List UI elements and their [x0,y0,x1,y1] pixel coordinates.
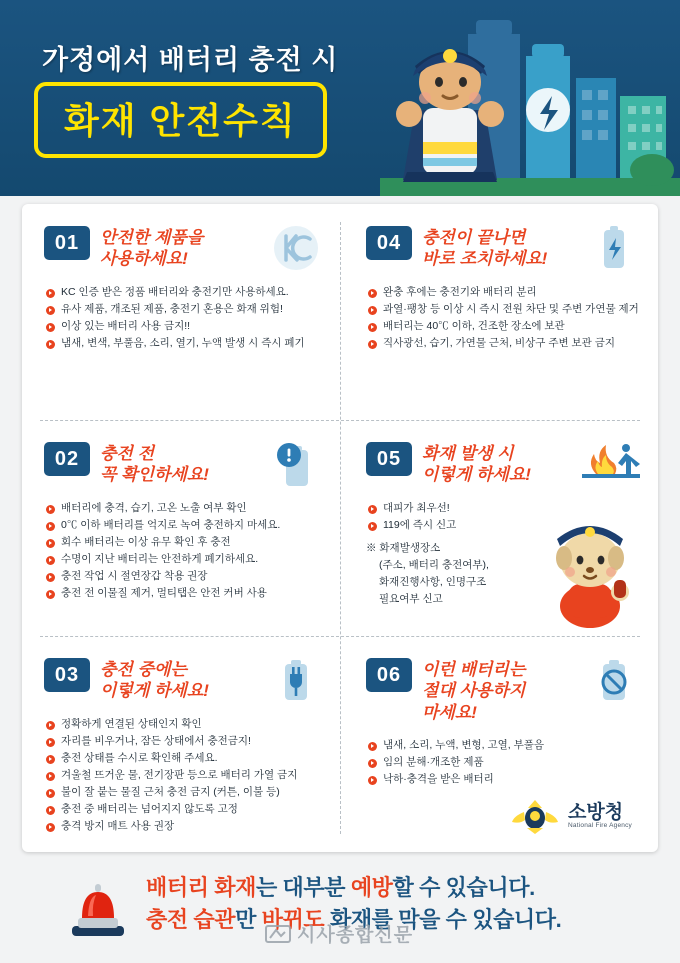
list-item: KC 인증 받은 정품 배터리와 충전기만 사용하세요. [46,284,322,301]
kc-certification-icon [272,222,320,274]
rule-number-05: 05 [366,442,412,476]
rule-card-04 [340,204,658,420]
siren-light-icon [62,870,134,942]
watermark-text: 시사종합신문 [297,925,414,946]
rule-title-line2: 사용하세요! [100,249,188,269]
list-item: 불이 잘 붙는 물질 근처 충전 금지 (커튼, 이불 등) [46,784,322,801]
agency-name: 소방청 [568,801,624,823]
list-item: 충격 방지 매트 사용 권장 [46,818,322,835]
rule-card-03 [22,636,340,852]
rule-title-line1: 이런 배터리는 [422,660,526,679]
rule-title-line1: 화재 발생 시 [422,444,514,463]
rule-title-04 [422,226,547,270]
header-title-box [34,82,327,158]
battery-full-icon [590,222,638,274]
agency-logo-block [511,796,632,836]
note-heading: ※ 화재발생장소 [366,541,441,554]
footer-line1-emphasis-a: 배터리 화재 [146,875,256,900]
rule-title-line2: 이렇게 하세요! [100,681,209,701]
footer-line1-d: 할 수 있습니다. [392,875,535,900]
rule-number-06: 06 [366,658,412,692]
footer-line2-b: 만 [235,906,262,932]
fire-evacuation-icon [580,438,642,490]
list-item: 대피가 최우선! [368,500,640,517]
rule-bullets-06 [368,737,640,788]
rule-card-06 [340,636,658,852]
rule-title-line1: 안전한 제품을 [100,228,204,247]
rule-title-01 [100,226,203,270]
rule-title-line2: 꼭 확인하세요! [100,465,209,485]
newspaper-logo-icon [265,922,291,946]
rule-number-02: 02 [44,442,90,476]
agency-subname: National Fire Agency [568,821,632,829]
rule-title-line1: 충전 전 [100,444,154,463]
footer-line2-emphasis-c: 바뀌도 [261,906,325,932]
footer-line1-b: 는 대부분 [255,875,351,900]
rule-title-line1: 충전 중에는 [100,660,187,679]
watermark [265,920,413,947]
rule-title-02 [100,442,209,486]
list-item: 낙하·충격을 받은 배터리 [368,771,640,788]
list-item: 완충 후에는 충전기와 배터리 분리 [368,284,640,301]
list-item: 0℃ 이하 배터리를 억지로 녹여 충전하지 마세요. [46,517,322,534]
list-item: 119에 즉시 신고 [368,517,640,534]
list-item: 겨울철 뜨거운 물, 전기장판 등으로 배터리 가열 금지 [46,767,322,784]
footer-line1-emphasis-c: 예방 [350,875,393,900]
rule-title-line2: 바로 조치하세요! [422,249,548,269]
list-item: 충전 전 이물질 제거, 멀티탭은 안전 커버 사용 [46,585,322,602]
poster-footer [0,858,680,963]
safety-rules-card [22,204,658,852]
footer-line2-emphasis-a: 충전 습관 [146,906,236,932]
battery-prohibited-icon [590,654,638,706]
list-item: 자리를 비우거나, 잠든 상태에서 충전금지! [46,733,322,750]
footer-line-1 [146,872,561,904]
header-line1: 가정에서 배터리 충전 시 [42,45,339,75]
poster-header [0,0,680,196]
rule-bullets-04 [368,284,640,352]
agency-text [568,803,632,830]
rule-bullets-03 [46,716,322,835]
list-item: 이상 있는 배터리 사용 금지!! [46,318,322,335]
battery-charging-plug-icon [272,654,320,706]
note-line: 필요여부 신고 [379,592,443,605]
list-item: 냄새, 변색, 부풀음, 소리, 열기, 누액 발생 시 즉시 폐기 [46,335,322,352]
list-item: 과열·팽창 등 이상 시 즉시 전원 차단 및 주변 가연물 제거 [368,301,640,318]
note-line: (주소, 배터리 충전여부), [379,558,489,571]
rule-title-line3: 마세요! [422,702,477,722]
list-item: 냄새, 소리, 누액, 변형, 고열, 부풀음 [368,737,640,754]
rule-card-02 [22,420,340,636]
list-item: 배터리에 충격, 습기, 고온 노출 여부 확인 [46,500,322,517]
fire-agency-emblem-icon [511,796,559,836]
rule-card-01 [22,204,340,420]
list-item: 충전 상태를 수시로 확인해 주세요. [46,750,322,767]
list-item: 수명이 지난 배터리는 안전하게 폐기하세요. [46,551,322,568]
footer-line2-d: 화재를 막을 수 있습니다. [324,906,562,932]
firefighter-mascot-illustration [385,30,515,195]
rule-bullets-02 [46,500,322,602]
dog-mascot-illustration [538,514,642,630]
rule-number-01: 01 [44,226,90,260]
list-item: 유사 제품, 개조된 제품, 충전기 혼용은 화재 위험! [46,301,322,318]
list-item: 충전 중 배터리는 넘어지지 않도록 고정 [46,801,322,818]
list-item: 회수 배터리는 이상 유무 확인 후 충전 [46,534,322,551]
rule-title-line1: 충전이 끝나면 [422,228,526,247]
rule-title-06 [422,658,525,723]
list-item: 직사광선, 습기, 가연물 근처, 비상구 주변 보관 금지 [368,335,640,352]
list-item: 충전 작업 시 절연장갑 착용 권장 [46,568,322,585]
rule-title-line2: 이렇게 하세요! [422,465,531,485]
header-line2: 화재 안전수칙 [64,100,297,141]
rule-card-05 [340,420,658,636]
rule-number-03: 03 [44,658,90,692]
note-line: 화재진행사항, 인명구조 [379,575,487,588]
rule-title-line2: 절대 사용하지 [422,681,526,701]
rules-grid [22,204,658,852]
rule-title-05 [422,442,531,486]
list-item: 임의 분해·개조한 제품 [368,754,640,771]
list-item: 배터리는 40℃ 이하, 건조한 장소에 보관 [368,318,640,335]
list-item: 정확하게 연결된 상태인지 확인 [46,716,322,733]
rule-number-04: 04 [366,226,412,260]
rule-title-03 [100,658,209,702]
rule-bullets-01 [46,284,322,352]
battery-warning-icon [272,438,320,490]
